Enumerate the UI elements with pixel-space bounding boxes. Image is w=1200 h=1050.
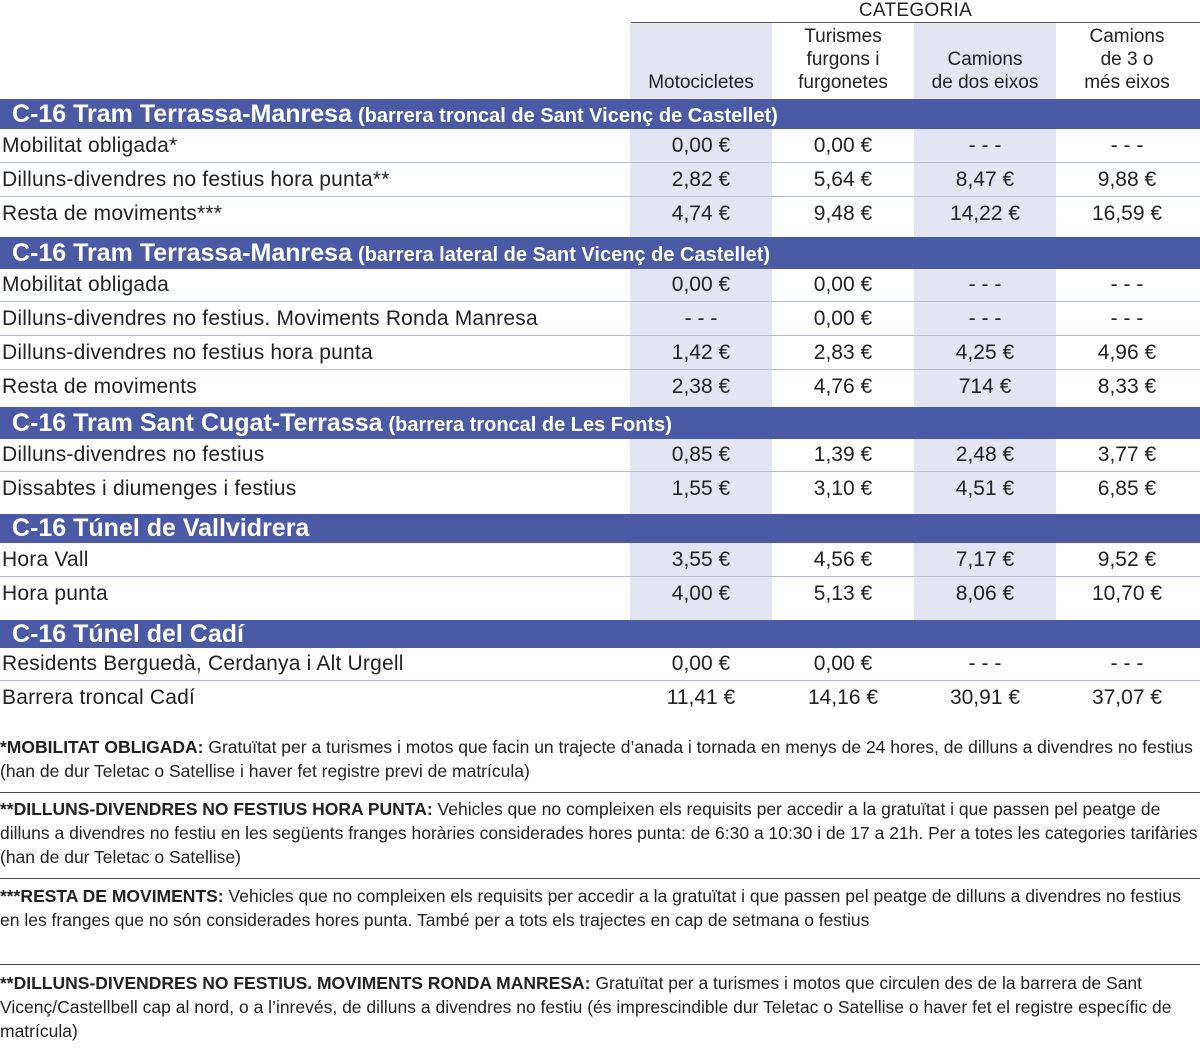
price-cell: - - - xyxy=(1110,134,1144,157)
price-cell: - - - xyxy=(1110,307,1144,330)
row-label: Dilluns-divendres no festius hora punta** xyxy=(2,168,390,191)
footnote xyxy=(0,971,1200,1043)
price-cell: 0,00 € xyxy=(671,134,731,157)
table-row xyxy=(0,302,1200,336)
price-cell: 0,00 € xyxy=(671,652,731,675)
price-cell: 5,64 € xyxy=(813,168,873,191)
row-label: Resta de moviments xyxy=(2,375,198,398)
price-cell: 2,48 € xyxy=(955,443,1015,466)
price-cell: 0,00 € xyxy=(813,307,873,330)
footnote-divider xyxy=(0,964,1200,965)
column-header-line: Motocicletes xyxy=(648,72,754,93)
column-header-turismes xyxy=(772,23,914,98)
section-title: C-16 Tram Terrassa-Manresa xyxy=(12,239,352,267)
column-header-camions-dos-eixos xyxy=(914,23,1056,98)
table-row xyxy=(0,647,1200,681)
price-cell: - - - xyxy=(968,273,1002,296)
section-header xyxy=(0,514,1200,543)
section-header xyxy=(0,99,1200,129)
price-cell: - - - xyxy=(684,307,718,330)
row-label: Barrera troncal Cadí xyxy=(2,686,196,709)
table-row xyxy=(0,472,1200,506)
price-cell: 8,33 € xyxy=(1097,375,1157,398)
price-cell: 3,10 € xyxy=(813,477,873,500)
column-header-line: de 3 o xyxy=(1100,49,1154,70)
price-cell: 8,06 € xyxy=(955,582,1015,605)
column-header-line: Camions xyxy=(947,49,1023,70)
row-label: Mobilitat obligada* xyxy=(2,134,178,157)
row-label: Residents Berguedà, Cerdanya i Alt Urgell xyxy=(2,652,404,675)
column-header-line: furgons i xyxy=(806,49,880,70)
section-title: C-16 Tram Sant Cugat-Terrassa xyxy=(12,409,383,437)
price-cell: 4,56 € xyxy=(813,548,873,571)
row-label: Hora punta xyxy=(2,582,108,605)
section-header xyxy=(0,407,1200,439)
price-cell: 9,88 € xyxy=(1097,168,1157,191)
price-cell: 4,51 € xyxy=(955,477,1015,500)
price-cell: 0,00 € xyxy=(813,273,873,296)
section-subtitle: (barrera lateral de Sant Vicenç de Castellet) xyxy=(358,244,771,266)
footnote-text: Vehicles que no compleixen els requisits per accedir a la gratuïtat i que passen pel peatge de dilluns a divendres no festius en les franges que no són considerades hores punta. També per a tots els trajectes en cap de setmana o festius xyxy=(0,886,1181,930)
footnote xyxy=(0,884,1200,932)
price-cell: 11,41 € xyxy=(666,686,736,709)
section-title: C-16 Túnel del Cadí xyxy=(12,620,244,648)
price-cell: 10,70 € xyxy=(1091,582,1163,605)
price-cell: 0,00 € xyxy=(671,273,731,296)
price-cell: - - - xyxy=(968,307,1002,330)
price-cell: - - - xyxy=(968,652,1002,675)
price-cell: 4,96 € xyxy=(1097,341,1157,364)
section-title: C-16 Túnel de Vallvidrera xyxy=(12,514,310,542)
footnote-text: Vehicles que no compleixen els requisits per accedir a la gratuïtat i que passen pel peatge de dilluns a divendres no festiu en les següents franges horàries considerades hores punta: de 6:30 a 10:30 i de 17 a 21h. Per a totes les categories tarifàries (han de dur Teletac o Satellise) xyxy=(0,799,1198,867)
price-cell: 7,17 € xyxy=(955,548,1015,571)
table-row xyxy=(0,438,1200,472)
price-cell: 6,85 € xyxy=(1097,477,1157,500)
column-header-line: de dos eixos xyxy=(931,72,1039,93)
footnote-divider xyxy=(0,878,1200,879)
categoria-heading: CATEGORIA xyxy=(858,0,973,21)
price-cell: 1,42 € xyxy=(671,341,731,364)
table-row xyxy=(0,681,1200,715)
column-header-line: més eixos xyxy=(1084,72,1170,93)
table-row xyxy=(0,577,1200,611)
footnote-key: ***RESTA DE MOVIMENTS: xyxy=(0,886,224,906)
row-label: Dissabtes i diumenges i festius xyxy=(2,477,297,500)
price-cell: 0,00 € xyxy=(813,134,873,157)
price-cell: 3,55 € xyxy=(671,548,731,571)
price-cell: 9,52 € xyxy=(1097,548,1157,571)
section-subtitle: (barrera troncal de Sant Vicenç de Castellet) xyxy=(358,105,778,127)
footnote xyxy=(0,735,1200,783)
column-header-line: Turismes xyxy=(804,26,882,47)
row-label: Dilluns-divendres no festius hora punta xyxy=(2,341,373,364)
price-cell: 4,25 € xyxy=(955,341,1015,364)
price-cell: 0,85 € xyxy=(671,443,731,466)
footnote xyxy=(0,797,1200,869)
footnote-key: **DILLUNS-DIVENDRES NO FESTIUS HORA PUNTA: xyxy=(0,799,433,819)
table-row xyxy=(0,336,1200,370)
row-label: Resta de moviments*** xyxy=(2,202,223,225)
price-cell: 14,16 € xyxy=(807,686,879,709)
price-cell: - - - xyxy=(1110,652,1144,675)
row-label: Mobilitat obligada xyxy=(2,273,170,296)
price-cell: 4,76 € xyxy=(813,375,873,398)
column-header-motocicletes xyxy=(630,23,772,98)
footnote-text: Gratuïtat per a turismes i motos que circulen des de la barrera de Sant Vicenç/Castellbell cap al nord, o a l’inrevés, de dilluns a divendres no festiu (és imprescindible dur Teletac o Satellise o haver fet el registre específic de matrícula) xyxy=(0,973,1172,1041)
table-row xyxy=(0,370,1200,404)
section-subtitle: (barrera troncal de Les Fonts) xyxy=(388,414,672,436)
footnote-key: **DILLUNS-DIVENDRES NO FESTIUS. MOVIMENTS RONDA MANRESA: xyxy=(0,973,591,993)
table-row xyxy=(0,129,1200,163)
section-header xyxy=(0,237,1200,269)
table-row xyxy=(0,543,1200,577)
price-cell: - - - xyxy=(1110,273,1144,296)
price-cell: 2,82 € xyxy=(671,168,731,191)
price-cell: - - - xyxy=(968,134,1002,157)
price-cell: 4,74 € xyxy=(671,202,731,225)
column-header-line: furgonetes xyxy=(798,72,888,93)
footnote-text: Gratuïtat per a turismes i motos que facin un trajecte d’anada i tornada en menys de 24 hores, de dilluns a divendres no festius (han de dur Teletac o Satellise i haver fet registre previ de matrícula) xyxy=(0,737,1193,781)
row-label: Dilluns-divendres no festius xyxy=(2,443,265,466)
footnote-divider xyxy=(0,792,1200,793)
price-cell: 714 € xyxy=(958,375,1012,398)
price-cell: 37,07 € xyxy=(1091,686,1163,709)
price-cell: 4,00 € xyxy=(671,582,731,605)
price-cell: 14,22 € xyxy=(949,202,1021,225)
price-cell: 5,13 € xyxy=(813,582,873,605)
column-header-line: Camions xyxy=(1089,26,1165,47)
section-title: C-16 Tram Terrassa-Manresa xyxy=(12,100,352,128)
price-cell: 16,59 € xyxy=(1091,202,1163,225)
table-row xyxy=(0,163,1200,197)
price-cell: 1,55 € xyxy=(671,477,731,500)
price-cell: 0,00 € xyxy=(813,652,873,675)
price-cell: 2,38 € xyxy=(671,375,731,398)
price-cell: 1,39 € xyxy=(813,443,873,466)
price-cell: 3,77 € xyxy=(1097,443,1157,466)
column-header-camions-tres-eixos xyxy=(1056,23,1198,98)
table-row xyxy=(0,197,1200,231)
row-label: Dilluns-divendres no festius. Moviments Ronda Manresa xyxy=(2,307,538,330)
price-cell: 9,48 € xyxy=(813,202,873,225)
footnote-key: *MOBILITAT OBLIGADA: xyxy=(0,737,204,757)
table-row xyxy=(0,268,1200,302)
price-cell: 8,47 € xyxy=(955,168,1015,191)
section-header xyxy=(0,620,1200,648)
price-cell: 2,83 € xyxy=(813,341,873,364)
row-label: Hora Vall xyxy=(2,548,89,571)
price-cell: 30,91 € xyxy=(949,686,1021,709)
